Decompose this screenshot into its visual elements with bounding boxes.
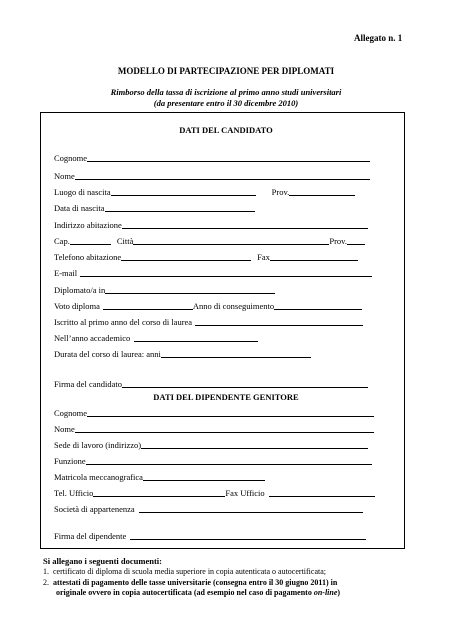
field-label: Prov.	[329, 236, 347, 246]
candidate-cognome-field[interactable]	[87, 161, 370, 162]
list-number: 2.	[43, 578, 53, 587]
candidate-email-row	[54, 267, 372, 278]
field-label: Cognome	[54, 408, 88, 418]
field-label: Cap.	[54, 236, 70, 246]
candidate-anno-accademico-field[interactable]	[134, 341, 258, 342]
parent-fax-field[interactable]	[269, 496, 375, 497]
parent-cognome-row	[54, 407, 374, 418]
parent-nome-field[interactable]	[75, 432, 374, 433]
parent-funzione-field[interactable]	[86, 464, 372, 465]
candidate-nome-row	[54, 170, 370, 181]
candidate-firma-row	[54, 378, 368, 389]
field-label: Prov.	[271, 187, 290, 197]
candidate-anno-accademico-row	[54, 332, 258, 343]
parent-societa-field[interactable]	[139, 512, 363, 513]
field-label: Fax Ufficio	[225, 488, 265, 498]
field-label: Iscritto al primo anno del corso di laurea	[54, 317, 193, 327]
candidate-durata-field[interactable]	[161, 357, 311, 358]
parent-tel-row	[54, 487, 375, 498]
field-label: Anno di conseguimento	[192, 301, 275, 311]
candidate-cap-row	[54, 235, 365, 246]
subtitle-line-1: Rimborso della tassa di iscrizione al primo anno studi universitari	[110, 87, 342, 97]
candidate-telefono-row	[54, 251, 358, 262]
documents-item-1-text: certificato di diploma di scuola media superiore in copia autenticata o autocertificata;	[53, 567, 326, 576]
field-label: Nome	[54, 171, 75, 181]
parent-nome-row	[54, 423, 374, 434]
candidate-cap-field[interactable]	[70, 244, 111, 245]
candidate-data-field[interactable]	[105, 211, 255, 212]
candidate-iscritto-field[interactable]	[195, 325, 363, 326]
field-label: Data di nascita	[54, 203, 105, 213]
documents-item-2-close: )	[337, 588, 341, 597]
parent-matricola-row	[54, 471, 265, 482]
field-label: Telefono abitazione	[54, 252, 122, 262]
documents-item-2-line-2: originale ovvero in copia autocertificata (ad esempio nel caso di pagamento	[56, 588, 314, 597]
parent-section-title: DATI DEL DIPENDENTE GENITORE	[153, 392, 299, 402]
candidate-firma-field[interactable]	[122, 387, 368, 388]
parent-sede-row	[54, 439, 368, 450]
field-label: Società di appartenenza	[54, 504, 135, 514]
candidate-data-row	[54, 202, 255, 213]
candidate-anno-field[interactable]	[274, 309, 362, 310]
field-label: Fax	[257, 252, 270, 262]
field-label: Tel. Ufficio	[54, 488, 94, 498]
field-label: Indirizzo abitazione	[54, 220, 122, 230]
field-label: Funzione	[54, 456, 86, 466]
field-label: Luogo di nascita	[54, 187, 111, 197]
field-label: E-mail	[54, 268, 78, 278]
candidate-diplomato-row	[54, 284, 275, 295]
field-label: Matricola meccanografica	[54, 472, 143, 482]
documents-item-2	[43, 578, 337, 587]
list-number: 1.	[43, 567, 53, 576]
candidate-voto-row	[54, 300, 362, 311]
subtitle-line-2: (da presentare entro il 30 dicembre 2010)	[153, 98, 299, 108]
field-label: Nell’anno accademico	[54, 333, 131, 343]
candidate-durata-row	[54, 348, 311, 359]
documents-item-2-line-1: attestati di pagamento delle tasse universitarie (consegna entro il 30 giugno 2011) in	[53, 578, 338, 587]
field-label: Sede di lavoro (indirizzo)	[54, 440, 142, 450]
candidate-iscritto-row	[54, 316, 363, 327]
candidate-fax-field[interactable]	[270, 260, 358, 261]
parent-societa-row	[54, 503, 363, 514]
candidate-nome-field[interactable]	[75, 179, 370, 180]
candidate-luogo-row	[54, 186, 355, 197]
parent-matricola-field[interactable]	[143, 480, 265, 481]
annex-label: Allegato n. 1	[354, 33, 403, 43]
candidate-prov2-field[interactable]	[347, 244, 365, 245]
documents-item-2-emphasis: on-line	[313, 588, 338, 597]
documents-item-2-cont	[56, 588, 340, 597]
field-label: Cognome	[54, 153, 88, 163]
page-title: MODELLO DI PARTECIPAZIONE PER DIPLOMATI	[117, 66, 335, 76]
field-label: Firma del candidato	[54, 379, 122, 389]
field-label: Durata del corso di laurea: anni	[54, 349, 161, 359]
candidate-prov-field[interactable]	[289, 195, 355, 196]
candidate-citta-field[interactable]	[133, 244, 329, 245]
parent-firma-field[interactable]	[130, 539, 366, 540]
parent-tel-field[interactable]	[93, 496, 225, 497]
parent-funzione-row	[54, 455, 372, 466]
parent-cognome-field[interactable]	[87, 416, 374, 417]
candidate-indirizzo-field[interactable]	[122, 228, 368, 229]
candidate-cognome-row	[54, 152, 370, 163]
candidate-voto-field[interactable]	[103, 309, 193, 310]
field-label: Firma del dipendente	[54, 531, 127, 541]
documents-item-1	[43, 567, 326, 576]
candidate-telefono-field[interactable]	[121, 260, 251, 261]
candidate-email-field[interactable]	[80, 276, 372, 277]
parent-firma-row	[54, 530, 366, 541]
field-label: Città	[116, 236, 134, 246]
candidate-luogo-field[interactable]	[111, 195, 256, 196]
candidate-diplomato-field[interactable]	[105, 293, 275, 294]
candidate-indirizzo-row	[54, 219, 368, 230]
field-label: Diplomato/a in	[54, 285, 106, 295]
documents-heading: Si allegano i seguenti documenti:	[43, 556, 163, 566]
parent-sede-field[interactable]	[141, 448, 368, 449]
field-label: Nome	[54, 424, 75, 434]
candidate-section-title: DATI DEL CANDIDATO	[179, 125, 273, 135]
field-label: Voto diploma	[54, 301, 100, 311]
